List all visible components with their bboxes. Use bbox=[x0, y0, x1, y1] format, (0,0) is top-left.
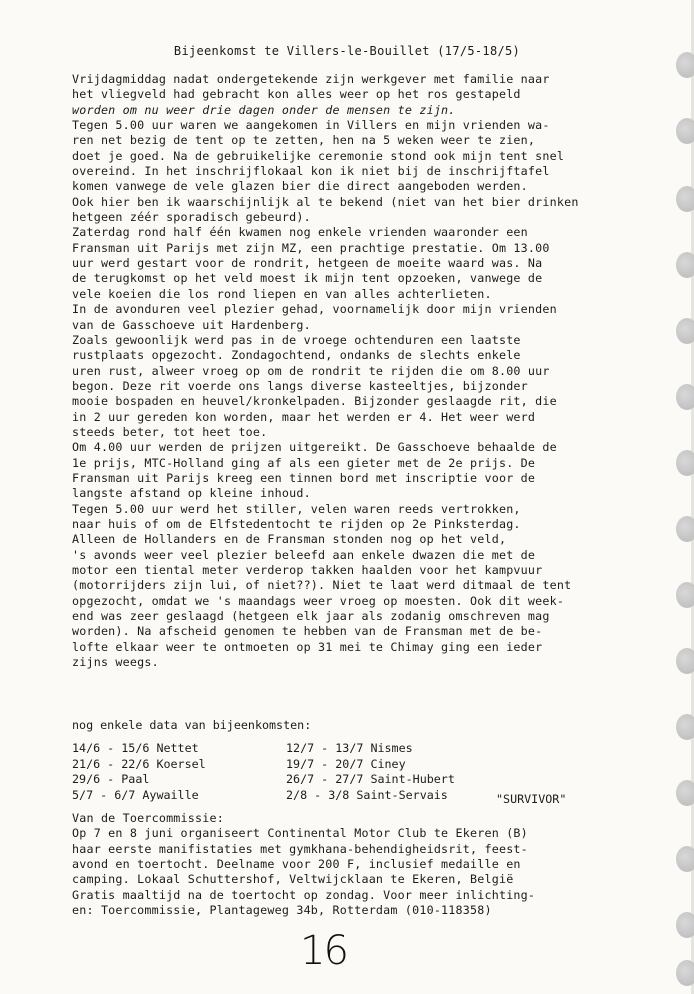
binder-hole bbox=[676, 318, 694, 344]
text-line: steeds beter, tot heet toe. bbox=[72, 424, 268, 439]
text-line: motor een tiental meter verderop takken haalden voor het kampvuur bbox=[72, 563, 543, 577]
date-entry-left: 5/7 - 6/7 Aywaille bbox=[72, 787, 199, 802]
binder-holes bbox=[676, 0, 694, 994]
date-entry-right: 19/7 - 20/7 Ciney bbox=[286, 756, 406, 771]
text-line: 's avonds weer veel plezier beleefd aan enkele dwazen die met de bbox=[72, 547, 536, 562]
notice-heading: Van de Toercommissie: bbox=[72, 811, 224, 825]
text-line: lofte elkaar weer te ontmoeten op 31 mei te Chimay ging een ieder bbox=[72, 639, 543, 654]
binder-hole bbox=[676, 516, 694, 542]
event-dates bbox=[72, 718, 592, 803]
binder-hole bbox=[676, 648, 694, 674]
text-line: (motorrijders zijn lui, of niet??). Niet te laat werd ditmaal de tent bbox=[72, 578, 572, 593]
page-title: Bijeenkomst te Villers-le-Bouillet (17/5-18/5) bbox=[173, 44, 521, 58]
page-number: 16 bbox=[300, 928, 347, 974]
binder-hole bbox=[676, 582, 694, 608]
text-line: van de Gasschoeve uit Hardenberg. bbox=[72, 317, 311, 332]
date-entry-right: 2/8 - 3/8 Saint-Servais bbox=[286, 787, 448, 802]
binder-hole bbox=[676, 384, 694, 410]
text-line: Zoals gewoonlijk werd pas in de vroege ochtenduren een laatste bbox=[72, 332, 521, 347]
signature: "SURVIVOR" bbox=[496, 792, 567, 806]
text-line: begon. Deze rit voerde ons langs diverse kasteeltjes, bijzonder bbox=[72, 378, 528, 393]
text-line: doet je goed. Na de gebruikelijke ceremonie stond ook mijn tent snel bbox=[72, 148, 565, 163]
text-line: Vrijdagmiddag nadat ondergetekende zijn werkgever met familie naar bbox=[72, 72, 550, 86]
text-line: zijns weegs. bbox=[72, 655, 159, 670]
text-line: Fransman uit Parijs met zijn MZ, een prachtige prestatie. Om 13.00 bbox=[72, 240, 550, 255]
text-line: In de avonduren veel plezier gehad, voornamelijk door mijn vrienden bbox=[72, 302, 557, 317]
date-row bbox=[72, 741, 592, 756]
binder-hole bbox=[676, 780, 694, 806]
text-line: vele koeien die los rond liepen en van alles achterlieten. bbox=[72, 286, 492, 301]
text-line: Tegen 5.00 uur waren we aangekomen in Villers en mijn vrienden wa- bbox=[72, 118, 550, 133]
notice-line: Op 7 en 8 juni organiseert Continental Motor Club te Ekeren (B) bbox=[72, 826, 528, 841]
text-line: langste afstand op kleine inhoud. bbox=[72, 486, 311, 501]
date-row bbox=[72, 757, 592, 772]
notice-line: camping. Lokaal Schuttershof, Veltwijcklaan te Ekeren, België bbox=[72, 872, 514, 887]
text-line: komen vanwege de vele glazen bier die direct aangeboden werden. bbox=[72, 179, 528, 194]
binder-hole bbox=[676, 960, 694, 986]
date-row bbox=[72, 772, 592, 787]
text-line: worden om nu weer drie dagen onder de mensen te zijn. bbox=[72, 102, 456, 117]
binder-hole bbox=[676, 186, 694, 212]
text-line: overeind. In het inschrijflokaal kon ik niet bij de inschrijftafel bbox=[72, 164, 550, 179]
binder-hole bbox=[676, 912, 694, 938]
text-line: uren rust, alweer vroeg op om de rondrit te rijden die om 8.00 uur bbox=[72, 363, 550, 378]
date-entry-left: 29/6 - Paal bbox=[72, 772, 150, 787]
text-line: hetgeen zéér sporadisch gebeurd). bbox=[72, 210, 311, 225]
binder-hole bbox=[676, 118, 694, 144]
text-line: ren net bezig de tent op te zetten, hen na 5 weken weer te zien, bbox=[72, 133, 536, 148]
toercommissie-notice bbox=[72, 811, 672, 918]
notice-line: avond en toertocht. Deelname voor 200 F, inclusief medaille en bbox=[72, 857, 521, 872]
text-line: Alleen de Hollanders en de Fransman stonden nog op het veld, bbox=[72, 532, 507, 547]
text-line: in 2 uur gereden kon worden, maar het werden er 4. Het weer werd bbox=[72, 409, 536, 424]
text-line: de terugkomst op het veld moest ik mijn tent opzoeken, vanwege de bbox=[72, 271, 543, 286]
text-line: mooie bospaden en heuvel/kronkelpaden. Bijzonder geslaagde rit, die bbox=[72, 394, 557, 409]
notice-line: haar eerste manifistaties met gymkhana-behendigheidsrit, feest- bbox=[72, 841, 528, 856]
binder-hole bbox=[676, 846, 694, 872]
text-line: Ook hier ben ik waarschijnlijk al te bekend (niet van het bier drinken bbox=[72, 194, 579, 209]
text-line: Tegen 5.00 uur werd het stiller, velen waren reeds vertrokken, bbox=[72, 501, 521, 516]
text-line: het vliegveld had gebracht kon alles weer op het ros gestapeld bbox=[72, 87, 521, 102]
notice-line: Gratis maaltijd na de toertocht op zondag. Voor meer inlichting- bbox=[72, 887, 536, 902]
date-entry-left: 14/6 - 15/6 Nettet bbox=[72, 741, 199, 756]
text-line: worden). Na afscheid genomen te hebben van de Fransman met de be- bbox=[72, 624, 543, 639]
binder-hole bbox=[676, 252, 694, 278]
date-entry-right: 12/7 - 13/7 Nismes bbox=[286, 741, 413, 756]
text-line: naar huis of om de Elfstedentocht te rijden op 2e Pinksterdag. bbox=[72, 516, 521, 531]
text-line: Om 4.00 uur werden de prijzen uitgereikt. De Gasschoeve behaalde de bbox=[72, 440, 557, 455]
text-line: opgezocht, omdat we 's maandags weer vroeg op moesten. Ook dit week- bbox=[72, 593, 565, 608]
text-line: end was zeer geslaagd (hetgeen elk jaar als zodanig omschreven mag bbox=[72, 609, 550, 624]
text-line: Zaterdag rond half één kwamen nog enkele vrienden waaronder een bbox=[72, 225, 528, 240]
text-line: 1e prijs, MTC-Holland ging af als een gieter met de 2e prijs. De bbox=[72, 455, 536, 470]
binder-hole bbox=[676, 450, 694, 476]
binder-hole bbox=[676, 714, 694, 740]
text-line: rustplaats opgezocht. Zondagochtend, ondanks de slechts enkele bbox=[72, 348, 521, 363]
date-entry-left: 21/6 - 22/6 Koersel bbox=[72, 756, 206, 771]
text-line: Fransman uit Parijs kreeg een tinnen bord met inscriptie voor de bbox=[72, 470, 536, 485]
date-entry-right: 26/7 - 27/7 Saint-Hubert bbox=[286, 772, 455, 787]
dates-heading: nog enkele data van bijeenkomsten: bbox=[72, 718, 312, 732]
report-text bbox=[72, 72, 672, 670]
text-line: uur werd gestart voor de rondrit, hetgeen de moeite waard was. Na bbox=[72, 256, 543, 271]
notice-line: en: Toercommissie, Plantageweg 34b, Rotterdam (010-118358) bbox=[72, 903, 492, 918]
